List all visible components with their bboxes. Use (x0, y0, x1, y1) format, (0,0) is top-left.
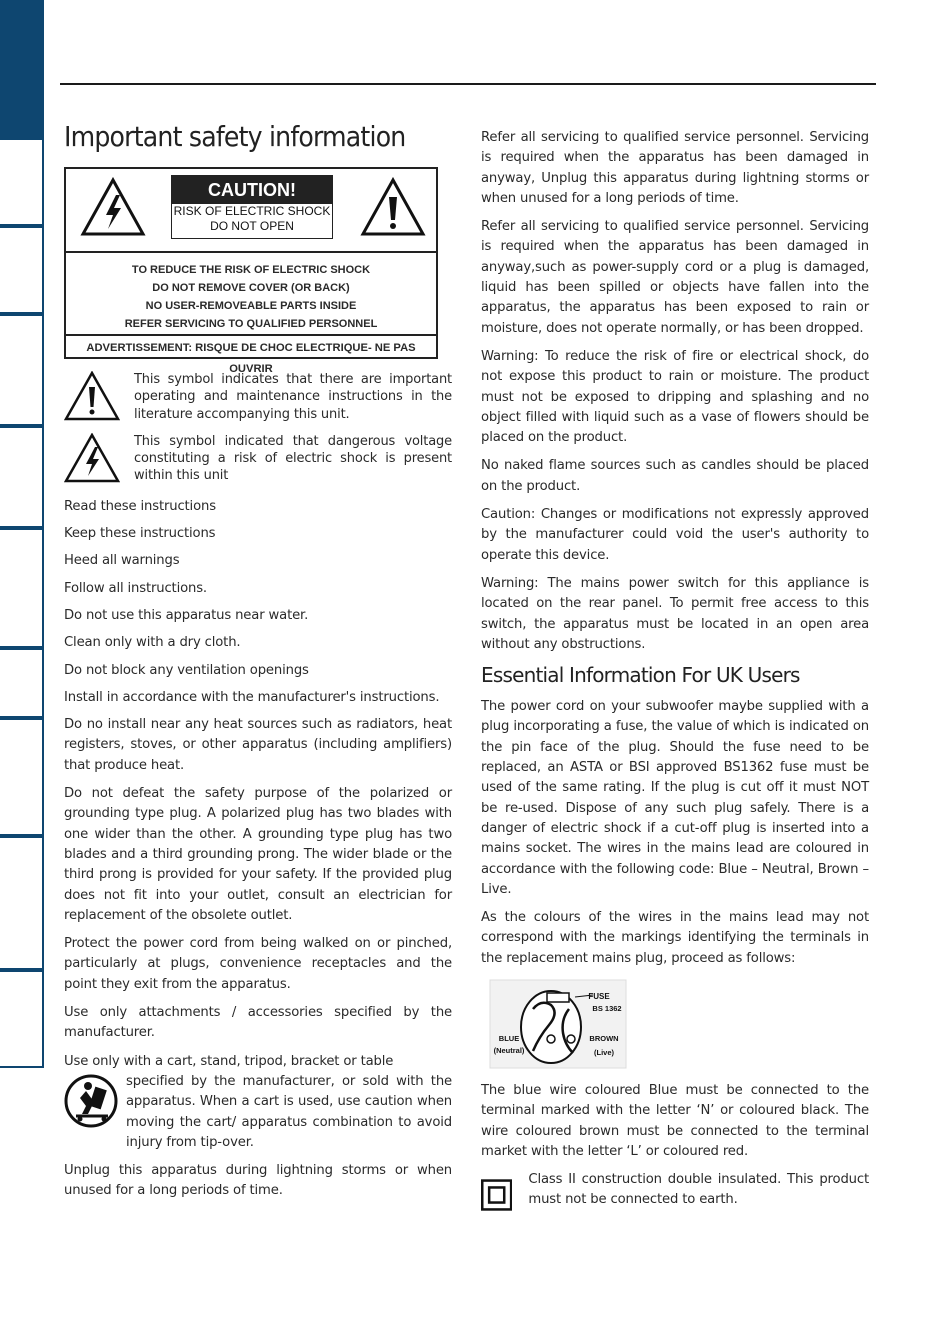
section-tab-7[interactable] (0, 648, 44, 718)
page-title: Important safety information (64, 120, 406, 153)
attachments-para: Use only attachments / accessories specified by the manufacturer. (64, 1005, 452, 1041)
brown-label: BROWN (589, 1033, 619, 1043)
section-tab-8[interactable] (0, 718, 44, 836)
instruction-item: Clean only with a dry cloth. (64, 635, 241, 651)
blue-label: BLUE (498, 1033, 520, 1043)
class2-row (481, 1170, 869, 1220)
unplug-para: Unplug this apparatus during lightning storms or when unused for a long periods of time. (64, 1163, 452, 1199)
caution-line-2: DO NOT OPEN (210, 219, 294, 233)
instruction-item: Do not use this apparatus near water. (64, 607, 309, 623)
uk-colours-para: As the colours of the wires in the mains lead may not correspond with the markings identifying the terminals in the replacement mains plug, proceed as follows: (481, 910, 869, 966)
symbol-exclamation-row (64, 371, 452, 423)
heat-sources-para: Do no install near any heat sources such as radiators, heat registers, stoves, or other apparatus (including amplifiers) that produce heat. (64, 717, 452, 773)
servicing-para-2: Refer all servicing to qualified service personnel. Servicing is required when the apparatus has been damaged in anyway,such as power-supply cord or a plug is damaged, liquid has been spilled or objects have fallen into the apparatus, the apparatus has been exposed to rain or moisture, does not operate normally, or has been dropped. (481, 219, 869, 336)
instruction-item: Keep these instructions (64, 526, 216, 542)
caution-instruction-line: DO NOT REMOVE COVER (OR BACK) (152, 282, 350, 294)
lightning-triangle-icon (80, 177, 146, 237)
section-tab-1[interactable] (0, 0, 44, 138)
section-tab-6[interactable] (0, 528, 44, 648)
fuse-label: FUSE (588, 991, 610, 1001)
power-cord-para: Protect the power cord from being walked on or pinched, particularly at plugs, convenience receptacles and the point they exit from the apparatus. (64, 936, 452, 992)
instruction-item: Do not block any ventilation openings (64, 662, 309, 678)
polarized-plug-para: Do not defeat the safety purpose of the polarized or grounding type plug. A polarized plug has two blades with one wider than the other. A grounding type plug has two blades and a third grounding prong. The wider blade or the third prong is provided for your safety. If the provided plug does not fit into your outlet, consult an electrician for replacement of the obsolete outlet. (64, 786, 452, 923)
caution-title: CAUTION! (172, 176, 332, 204)
caution-box-top (66, 169, 436, 253)
symbol-lightning-text: This symbol indicated that dangerous voltage constituting a risk of electric shock is present within this unit (134, 433, 452, 484)
uk-heading: Essential Information For UK Users (481, 663, 800, 688)
uk-plug-diagram (489, 979, 627, 1069)
instruction-list (64, 497, 452, 708)
section-tab-4[interactable] (0, 314, 44, 426)
right-column (481, 128, 869, 1220)
bs-label: BS 1362 (592, 1003, 622, 1013)
header-rule (60, 83, 876, 85)
live-label: (Live) (593, 1047, 615, 1057)
cart-para: Use only with a cart, stand, tripod, bracket or table specified by the manufacturer, or sold with the apparatus. When a cart is used, use caution when moving the cart/ apparatus combination to avoid injury from tip-over. (64, 1053, 452, 1150)
cart-warning (64, 1052, 452, 1153)
caution-instruction-line: REFER SERVICING TO QUALIFIED PERSONNEL (124, 318, 378, 330)
symbol-exclamation-text: This symbol indicates that there are important operating and maintenance instructions in the literature accompanying this unit. (134, 372, 452, 422)
class2-text: Class II construction double insulated. This product must not be connected to earth. (528, 1172, 869, 1208)
neutral-label: (Neutral) (493, 1045, 525, 1055)
naked-flame-para: No naked flame sources such as candles should be placed on the product. (481, 458, 869, 494)
caution-instruction-line: NO USER-REMOVEABLE PARTS INSIDE (145, 300, 357, 312)
exclamation-triangle-icon (360, 177, 426, 237)
section-tab-3[interactable] (0, 226, 44, 314)
caution-instructions (66, 253, 436, 336)
caution-french: ADVERTISSEMENT: RISQUE DE CHOC ELECTRIQUE- NE PAS OUVRIR (86, 342, 416, 375)
section-tab-9[interactable] (0, 836, 44, 970)
section-tab-2[interactable] (0, 138, 44, 226)
exclamation-triangle-icon (64, 371, 120, 421)
modifications-para: Caution: Changes or modifications not expressly approved by the manufacturer could void the user's authority to operate this device. (481, 507, 869, 563)
caution-line-1: RISK OF ELECTRIC SHOCK (173, 204, 331, 218)
instruction-item: Install in accordance with the manufacturer's instructions. (64, 689, 440, 705)
uk-fuse-para: The power cord on your subwoofer maybe supplied with a plug incorporating a fuse, the value of which is indicated on the pin face of the plug. Should the fuse need to be replaced, an ASTA or BSI approved BS1362 fuse must be used of the same rating. If the plug is cut off it must NOT be re-used. Dispose of any such plug safely. There is a danger of electric shock if a cut-off plug is inserted into a mains socket. The wires in the mains lead are coloured in accordance with the following code: Blue – Neutral, Brown – Live. (481, 699, 869, 897)
section-tab-5[interactable] (0, 426, 44, 528)
fire-warning-para: Warning: To reduce the risk of fire or electrical shock, do not expose this product to rain or moisture. The product must not be exposed to dripping and splashing and no object filled with liquid such as a vase of flowers should be placed on the product. (481, 348, 869, 446)
left-column (64, 120, 452, 1210)
instruction-item: Follow all instructions. (64, 580, 207, 596)
servicing-para-1: Refer all servicing to qualified service personnel. Servicing is required when the apparatus has been damaged in anyway, Unplug this apparatus during lightning storms or when unused for a long periods of time. (481, 130, 869, 206)
section-tab-10[interactable] (0, 970, 44, 1068)
symbol-lightning-row (64, 433, 452, 485)
caution-box (64, 167, 438, 375)
wire-colours-para: The blue wire coloured Blue must be connected to the terminal marked with the letter ‘N’ or coloured black. The wire coloured brown must be connected to the terminal market with the letter ‘L’ or coloured red. (481, 1082, 869, 1159)
caution-instruction-line: TO REDUCE THE RISK OF ELECTRIC SHOCK (131, 264, 371, 276)
lightning-triangle-icon (64, 433, 120, 483)
instruction-item: Read these instructions (64, 498, 216, 514)
instruction-item: Heed all warnings (64, 553, 180, 569)
mains-switch-para: Warning: The mains power switch for this appliance is located on the rear panel. To permit free access to this switch, the apparatus must be located in an open area without any obstructions. (481, 575, 869, 652)
section-tabs (0, 0, 48, 1068)
caution-label (171, 175, 333, 239)
cart-tip-over-icon (64, 1074, 118, 1128)
double-insulated-icon (481, 1170, 512, 1220)
